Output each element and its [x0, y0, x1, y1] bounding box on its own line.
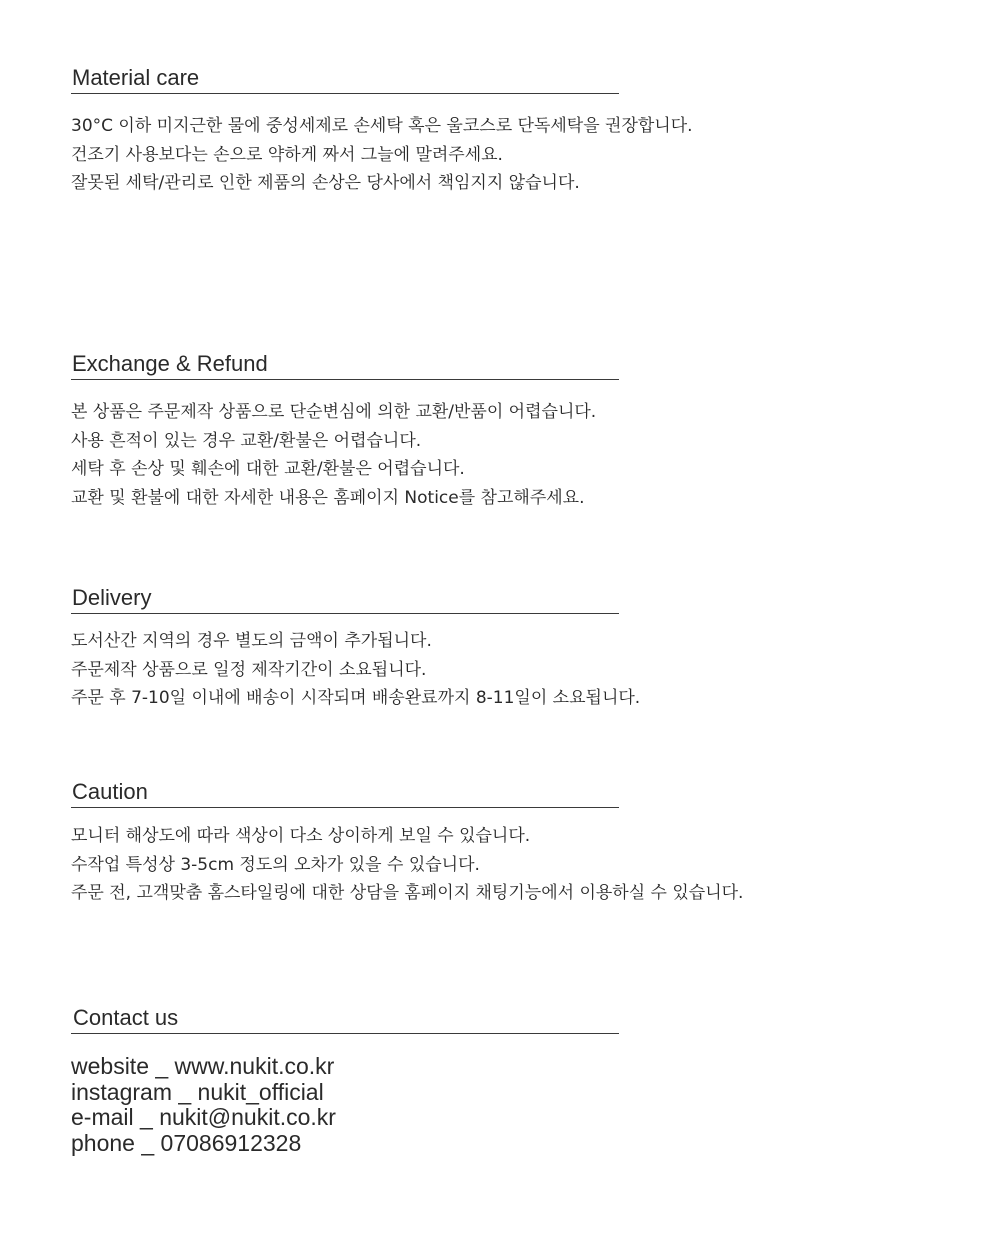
section-contact-us	[71, 1004, 619, 1156]
section-title-material-care: Material care	[71, 64, 619, 94]
delivery-list	[71, 627, 641, 713]
section-exchange-refund	[71, 350, 619, 512]
section-title-contact-us: Contact us	[71, 1004, 619, 1034]
list-item: 잘못된 세탁/관리로 인한 제품의 손상은 당사에서 책임지지 않습니다.	[71, 173, 580, 193]
list-item: 모니터 해상도에 따라 색상이 다소 상이하게 보일 수 있습니다.	[71, 826, 531, 846]
section-caution	[71, 778, 744, 908]
contact-email: e-mail _ nukit@nukit.co.kr	[71, 1104, 336, 1130]
list-item: 30°C 이하 미지근한 물에 중성세제로 손세탁 혹은 울코스로 단독세탁을 권장합니다.	[71, 116, 693, 136]
contact-instagram: instagram _ nukit_official	[71, 1078, 324, 1105]
contact-website: website _ www.nukit.co.kr	[71, 1053, 335, 1079]
section-title-caution: Caution	[71, 778, 619, 808]
section-delivery	[71, 584, 641, 713]
contact-list	[71, 1054, 619, 1156]
section-title-delivery: Delivery	[71, 584, 619, 614]
exchange-refund-list	[71, 398, 619, 512]
list-item: 주문제작 상품으로 일정 제작기간이 소요됩니다.	[71, 659, 427, 680]
list-item: 교환 및 환불에 대한 자세한 내용은 홈페이지 Notice를 참고해주세요.	[71, 487, 585, 508]
section-material-care	[71, 64, 693, 198]
caution-list	[71, 822, 744, 908]
list-item: 건조기 사용보다는 손으로 약하게 짜서 그늘에 말려주세요.	[71, 144, 503, 165]
list-item: 본 상품은 주문제작 상품으로 단순변심에 의한 교환/반품이 어렵습니다.	[71, 402, 597, 422]
list-item: 주문 후 7-10일 이내에 배송이 시작되며 배송완료까지 8-11일이 소요됩니다.	[71, 688, 641, 708]
material-care-list	[71, 112, 693, 198]
list-item: 도서산간 지역의 경우 별도의 금액이 추가됩니다.	[71, 631, 432, 651]
list-item: 주문 전, 고객맞춤 홈스타일링에 대한 상담을 홈페이지 채팅기능에서 이용하실 수 있습니다.	[71, 883, 744, 903]
list-item: 수작업 특성상 3-5cm 정도의 오차가 있을 수 있습니다.	[71, 854, 480, 875]
list-item: 세탁 후 손상 및 훼손에 대한 교환/환불은 어렵습니다.	[71, 459, 465, 479]
section-title-exchange-refund: Exchange & Refund	[71, 350, 619, 380]
contact-phone: phone _ 07086912328	[71, 1129, 302, 1156]
list-item: 사용 흔적이 있는 경우 교환/환불은 어렵습니다.	[71, 430, 422, 451]
